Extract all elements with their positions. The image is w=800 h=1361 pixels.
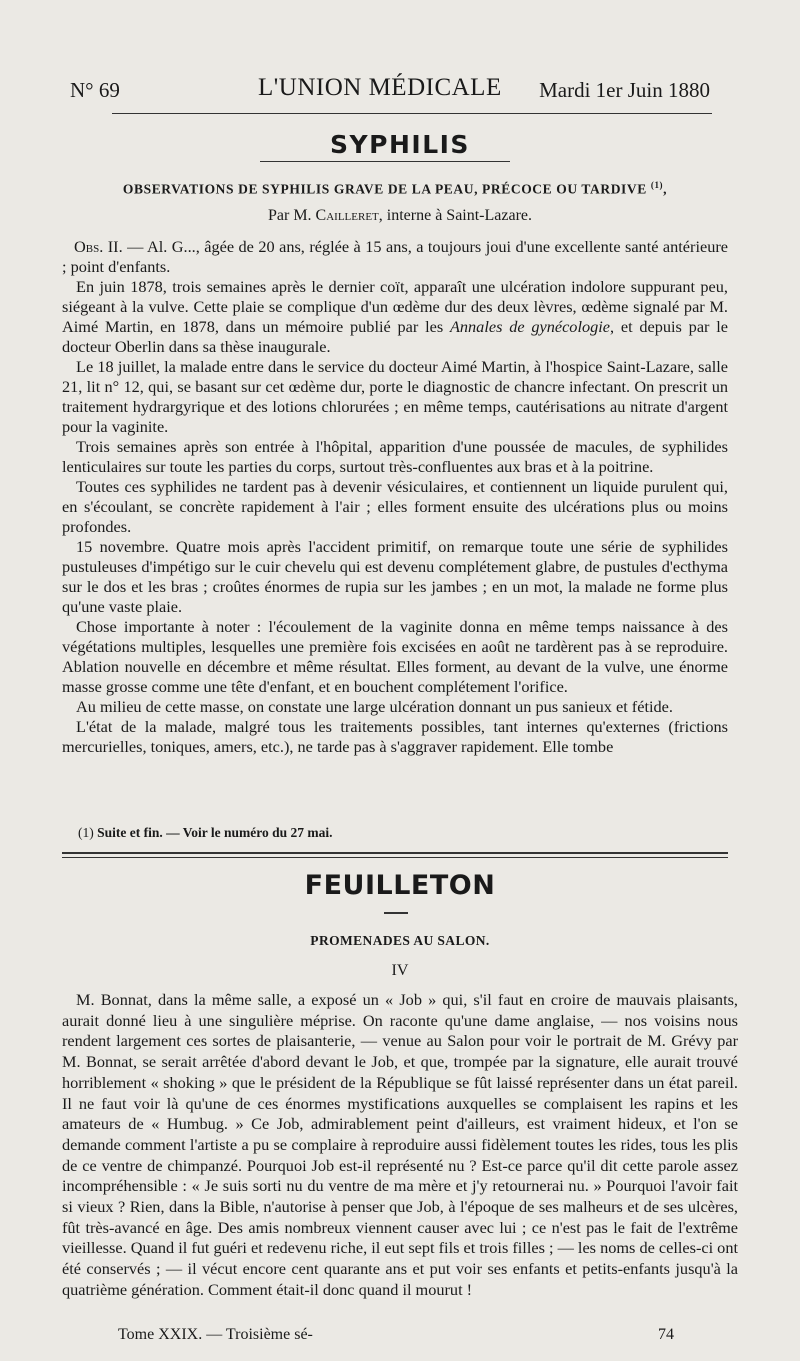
italic-text: Annales de gynécologie: [449, 317, 610, 336]
obs-label: Obs. II.: [74, 237, 123, 256]
issue-number: N° 69: [70, 78, 120, 102]
paragraph: L'état de la malade, malgré tous les traitements possibles, tant internes qu'externes (frictions mercurielles, toniques, amers, etc.), ne tarde pas à s'aggraver rapidement. Elle tombe: [62, 717, 728, 756]
article-body: [62, 237, 728, 757]
paragraph: [62, 237, 728, 277]
paragraph: Le 18 juillet, la malade entre dans le service du docteur Aimé Martin, à l'hospice Saint-Lazare, salle 21, lit n° 12, qui, se basant sur cet œdème dur, porte le diagnostic de chancre infectant. On prescrit un traitement hydrargyrique et des lotions chlorurées ; en même temps, cautérisations au nitrate d'argent pour la vaginite.: [62, 357, 728, 436]
footnote-mark: (1): [78, 825, 94, 840]
byline-author: Cailleret: [315, 207, 379, 224]
feuilleton-subtitle: PROMENADES AU SALON.: [310, 933, 490, 948]
header-rule: [112, 113, 712, 114]
page-number: 74: [658, 1326, 674, 1343]
article-title-text: OBSERVATIONS DE SYPHILIS GRAVE DE LA PEAU, PRÉCOCE OU TARDIVE: [122, 181, 647, 197]
feuilleton-body: [62, 990, 738, 1301]
paragraph: Au milieu de cette masse, on constate une large ulcération donnant un pus sanieux et fétide.: [76, 697, 673, 716]
section-rule: [260, 161, 510, 162]
journal-title: L'UNION MÉDICALE: [258, 74, 502, 101]
article-byline: [0, 207, 800, 225]
paragraph: Chose importante à noter : l'écoulement de la vaginite donna en même temps naissance à des végétations multiples, lesquelles une première fois excisées en août ne tardèrent pas à se reproduire. Ablation nouvelle en décembre et même résultat. Elles forment, au devant de la vulve, une énorme masse grosse comme une tête d'enfant, et en bouchent complétement l'orifice.: [62, 617, 728, 696]
paragraph: Trois semaines après son entrée à l'hôpital, apparition d'une poussée de macules, de syphilides lenticulaires sur toute les parties du corps, surtout très-confluentes aux bras et à la poitrine.: [62, 437, 728, 476]
paragraph: 15 novembre. Quatre mois après l'accident primitif, on remarque toute une série de syphilides pustuleuses d'impétigo sur le cuir chevelu qui est devenu complétement glabre, de pustules d'ecthyma sur le dos et les bras ; croûtes énormes de rupia sur les jambes ; en un mot, la malade ne forme plus qu'une vaste plaie.: [62, 537, 728, 616]
feuilleton-rule-thin: [62, 857, 728, 858]
issue-date: Mardi 1er Juin 1880: [539, 78, 710, 102]
paragraph: Toutes ces syphilides ne tardent pas à devenir vésiculaires, et contiennent un liquide purulent qui, en s'écoulant, se concrète rapidement à l'air ; elles forment ensuite des ulcérations plus ou moins profondes.: [62, 477, 728, 536]
paragraph-text: , et depuis par le docteur Oberlin dans sa thèse inaugurale.: [62, 317, 728, 356]
paragraph-text: En juin 1878, trois semaines après le dernier coït, apparaît une ulcération indolore suppurant peu, siégeant à la vulve. Cette plaie se complique d'un œdème dur des deux lèvres, œdème signalé par M. Aimé Martin, en 1878, dans un mémoire publié par les: [62, 277, 728, 336]
feuilleton-title: FEUILLETON: [304, 870, 496, 901]
feuilleton-part: IV: [391, 962, 409, 979]
byline-suffix: , interne à Saint-Lazare.: [378, 207, 533, 224]
feuilleton-dash: [384, 912, 408, 914]
footnote: [78, 825, 333, 841]
section-title: SYPHILIS: [330, 130, 470, 159]
article-title: OBSERVATIONS DE SYPHILIS GRAVE DE LA PEAU, PRÉCOCE OU TARDIVE $^{(1)}$,: [122, 180, 668, 197]
feuilleton-rule: [62, 852, 728, 854]
footnote-text: Suite et fin. — Voir le numéro du 27 mai.: [97, 825, 333, 840]
paragraph: [62, 277, 728, 357]
paragraph: M. Bonnat, dans la même salle, a exposé un « Job » qui, s'il faut en croire de mauvais plaisants, aurait donné lieu à une singulière méprise. On raconte qu'une dame anglaise, — nos voisins nous rendent largement ces sortes de plaisanterie, — venue au Salon pour voir le portrait de M. Grévy par M. Bonnat, se serait arrêtée d'abord devant le Job, et que, trompée par la signature, elle aurait trouvé horriblement « shoking » que le président de la République se fût laissé représenter dans un état pareil. Il ne faut voir là qu'une de ces énormes mystifications auxquelles se complaisent les rapins et les amateurs de « Humbug. » Ce Job, admirablement peint d'ailleurs, est vraiment hideux, et l'on se demande comment l'artiste a pu se complaire à reproduire aussi fidèlement toutes les rides, tous les plis de ce ventre de chimpanzé. Pourquoi Job est-il représenté nu ? Est-ce parce qu'il dit cette parole assez incompréhensible : « Je suis sorti nu du ventre de ma mère et j'y retournerai nu. » Pourquoi l'avoir fait si vieux ? Rien, dans la Bible, n'autorise à penser que Job, à l'époque de ses malheurs et de ses ulcères, fût très-avancé en âge. Des amis nombreux viennent causer avec lui ; ce n'est pas le fait de l'extrême vieillesse. Quand il fut guéri et redevenu riche, il eut sept fils et trois filles ; — les noms de celles-ci ont été conservés ; — il vécut encore cent quarante ans et put voir ses enfants et petits-enfants jusqu'à la quatrième génération. Comment était-il donc quand il mourut !: [62, 990, 738, 1299]
byline-prefix: Par M.: [267, 207, 312, 224]
footer-tome: Tome XXIX. — Troisième sé-: [118, 1326, 313, 1343]
article-title-note: (1): [650, 180, 664, 190]
paragraph-text: — Al. G..., âgée de 20 ans, réglée à 15 ans, a toujours joui d'une excellente santé antérieure ; point d'enfants.: [62, 237, 728, 276]
